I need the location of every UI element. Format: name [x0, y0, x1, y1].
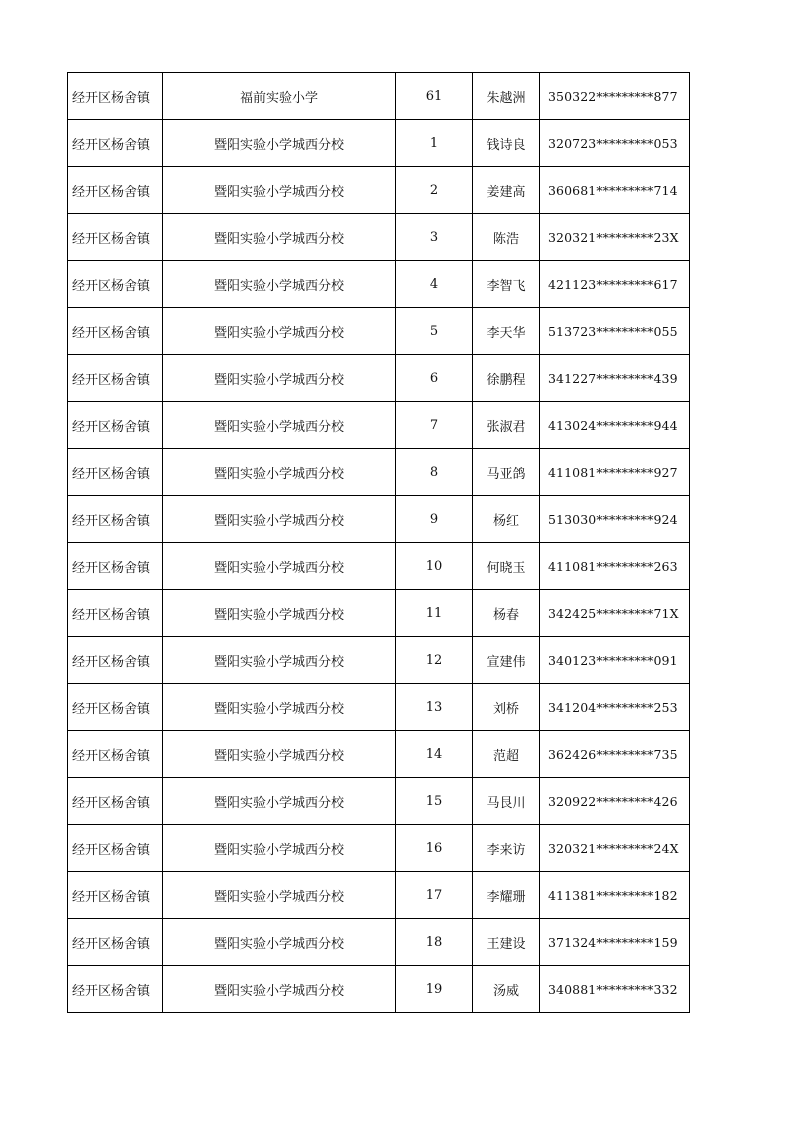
- table-row: [68, 402, 690, 449]
- id-number-cell: 340881*********332: [540, 966, 690, 1013]
- id-number-cell: 411081*********263: [540, 543, 690, 590]
- school-cell: 暨阳实验小学城西分校: [163, 590, 396, 637]
- school-cell: 暨阳实验小学城西分校: [163, 308, 396, 355]
- number-cell: 10: [396, 543, 473, 590]
- school-cell: 暨阳实验小学城西分校: [163, 684, 396, 731]
- id-number-cell: 513723*********055: [540, 308, 690, 355]
- table-row: [68, 590, 690, 637]
- school-cell: 暨阳实验小学城西分校: [163, 214, 396, 261]
- name-cell: 张淑君: [473, 402, 540, 449]
- name-cell: 李耀珊: [473, 872, 540, 919]
- school-cell: 暨阳实验小学城西分校: [163, 167, 396, 214]
- number-cell: 6: [396, 355, 473, 402]
- town-cell: 经开区杨舍镇: [68, 543, 163, 590]
- id-number-cell: 340123*********091: [540, 637, 690, 684]
- number-cell: 16: [396, 825, 473, 872]
- school-cell: 暨阳实验小学城西分校: [163, 637, 396, 684]
- number-cell: 9: [396, 496, 473, 543]
- number-cell: 15: [396, 778, 473, 825]
- town-cell: 经开区杨舍镇: [68, 731, 163, 778]
- name-cell: 朱越洲: [473, 73, 540, 120]
- town-cell: 经开区杨舍镇: [68, 872, 163, 919]
- number-cell: 4: [396, 261, 473, 308]
- number-cell: 1: [396, 120, 473, 167]
- town-cell: 经开区杨舍镇: [68, 590, 163, 637]
- id-number-cell: 513030*********924: [540, 496, 690, 543]
- number-cell: 8: [396, 449, 473, 496]
- school-cell: 暨阳实验小学城西分校: [163, 966, 396, 1013]
- school-cell: 暨阳实验小学城西分校: [163, 355, 396, 402]
- name-cell: 杨红: [473, 496, 540, 543]
- number-cell: 2: [396, 167, 473, 214]
- table-row: [68, 120, 690, 167]
- id-number-cell: 320321*********24X: [540, 825, 690, 872]
- id-number-cell: 411081*********927: [540, 449, 690, 496]
- school-cell: 福前实验小学: [163, 73, 396, 120]
- name-cell: 陈浩: [473, 214, 540, 261]
- town-cell: 经开区杨舍镇: [68, 355, 163, 402]
- id-number-cell: 342425*********71X: [540, 590, 690, 637]
- table-row: [68, 167, 690, 214]
- name-cell: 汤威: [473, 966, 540, 1013]
- id-number-cell: 360681*********714: [540, 167, 690, 214]
- table-row: [68, 684, 690, 731]
- name-cell: 马亚鸽: [473, 449, 540, 496]
- number-cell: 13: [396, 684, 473, 731]
- town-cell: 经开区杨舍镇: [68, 261, 163, 308]
- town-cell: 经开区杨舍镇: [68, 919, 163, 966]
- school-cell: 暨阳实验小学城西分校: [163, 261, 396, 308]
- town-cell: 经开区杨舍镇: [68, 496, 163, 543]
- name-cell: 刘桥: [473, 684, 540, 731]
- table-row: [68, 214, 690, 261]
- name-cell: 范超: [473, 731, 540, 778]
- town-cell: 经开区杨舍镇: [68, 778, 163, 825]
- school-cell: 暨阳实验小学城西分校: [163, 872, 396, 919]
- table-row: [68, 261, 690, 308]
- name-cell: 徐鹏程: [473, 355, 540, 402]
- table-row: [68, 731, 690, 778]
- table-row: [68, 966, 690, 1013]
- school-cell: 暨阳实验小学城西分校: [163, 919, 396, 966]
- roster-table-body: [68, 73, 690, 1013]
- table-row: [68, 637, 690, 684]
- number-cell: 3: [396, 214, 473, 261]
- school-cell: 暨阳实验小学城西分校: [163, 825, 396, 872]
- number-cell: 19: [396, 966, 473, 1013]
- number-cell: 14: [396, 731, 473, 778]
- school-cell: 暨阳实验小学城西分校: [163, 449, 396, 496]
- school-cell: 暨阳实验小学城西分校: [163, 543, 396, 590]
- id-number-cell: 341227*********439: [540, 355, 690, 402]
- id-number-cell: 413024*********944: [540, 402, 690, 449]
- id-number-cell: 320723*********053: [540, 120, 690, 167]
- name-cell: 李天华: [473, 308, 540, 355]
- name-cell: 王建设: [473, 919, 540, 966]
- town-cell: 经开区杨舍镇: [68, 167, 163, 214]
- school-cell: 暨阳实验小学城西分校: [163, 731, 396, 778]
- town-cell: 经开区杨舍镇: [68, 214, 163, 261]
- number-cell: 5: [396, 308, 473, 355]
- name-cell: 钱诗良: [473, 120, 540, 167]
- id-number-cell: 411381*********182: [540, 872, 690, 919]
- school-cell: 暨阳实验小学城西分校: [163, 496, 396, 543]
- town-cell: 经开区杨舍镇: [68, 120, 163, 167]
- name-cell: 李来访: [473, 825, 540, 872]
- id-number-cell: 362426*********735: [540, 731, 690, 778]
- table-row: [68, 872, 690, 919]
- id-number-cell: 320321*********23X: [540, 214, 690, 261]
- name-cell: 姜建高: [473, 167, 540, 214]
- table-row: [68, 355, 690, 402]
- school-cell: 暨阳实验小学城西分校: [163, 120, 396, 167]
- id-number-cell: 341204*********253: [540, 684, 690, 731]
- id-number-cell: 320922*********426: [540, 778, 690, 825]
- name-cell: 李智飞: [473, 261, 540, 308]
- number-cell: 11: [396, 590, 473, 637]
- number-cell: 61: [396, 73, 473, 120]
- table-row: [68, 449, 690, 496]
- town-cell: 经开区杨舍镇: [68, 73, 163, 120]
- id-number-cell: 371324*********159: [540, 919, 690, 966]
- table-row: [68, 308, 690, 355]
- id-number-cell: 350322*********877: [540, 73, 690, 120]
- town-cell: 经开区杨舍镇: [68, 449, 163, 496]
- number-cell: 18: [396, 919, 473, 966]
- id-number-cell: 421123*********617: [540, 261, 690, 308]
- town-cell: 经开区杨舍镇: [68, 308, 163, 355]
- number-cell: 7: [396, 402, 473, 449]
- school-cell: 暨阳实验小学城西分校: [163, 778, 396, 825]
- table-row: [68, 543, 690, 590]
- school-cell: 暨阳实验小学城西分校: [163, 402, 396, 449]
- town-cell: 经开区杨舍镇: [68, 684, 163, 731]
- table-row: [68, 825, 690, 872]
- town-cell: 经开区杨舍镇: [68, 402, 163, 449]
- name-cell: 杨春: [473, 590, 540, 637]
- name-cell: 宣建伟: [473, 637, 540, 684]
- number-cell: 17: [396, 872, 473, 919]
- table-row: [68, 778, 690, 825]
- town-cell: 经开区杨舍镇: [68, 825, 163, 872]
- roster-table: [67, 72, 690, 1013]
- number-cell: 12: [396, 637, 473, 684]
- town-cell: 经开区杨舍镇: [68, 966, 163, 1013]
- town-cell: 经开区杨舍镇: [68, 637, 163, 684]
- table-row: [68, 73, 690, 120]
- name-cell: 何晓玉: [473, 543, 540, 590]
- table-row: [68, 496, 690, 543]
- name-cell: 马艮川: [473, 778, 540, 825]
- table-row: [68, 919, 690, 966]
